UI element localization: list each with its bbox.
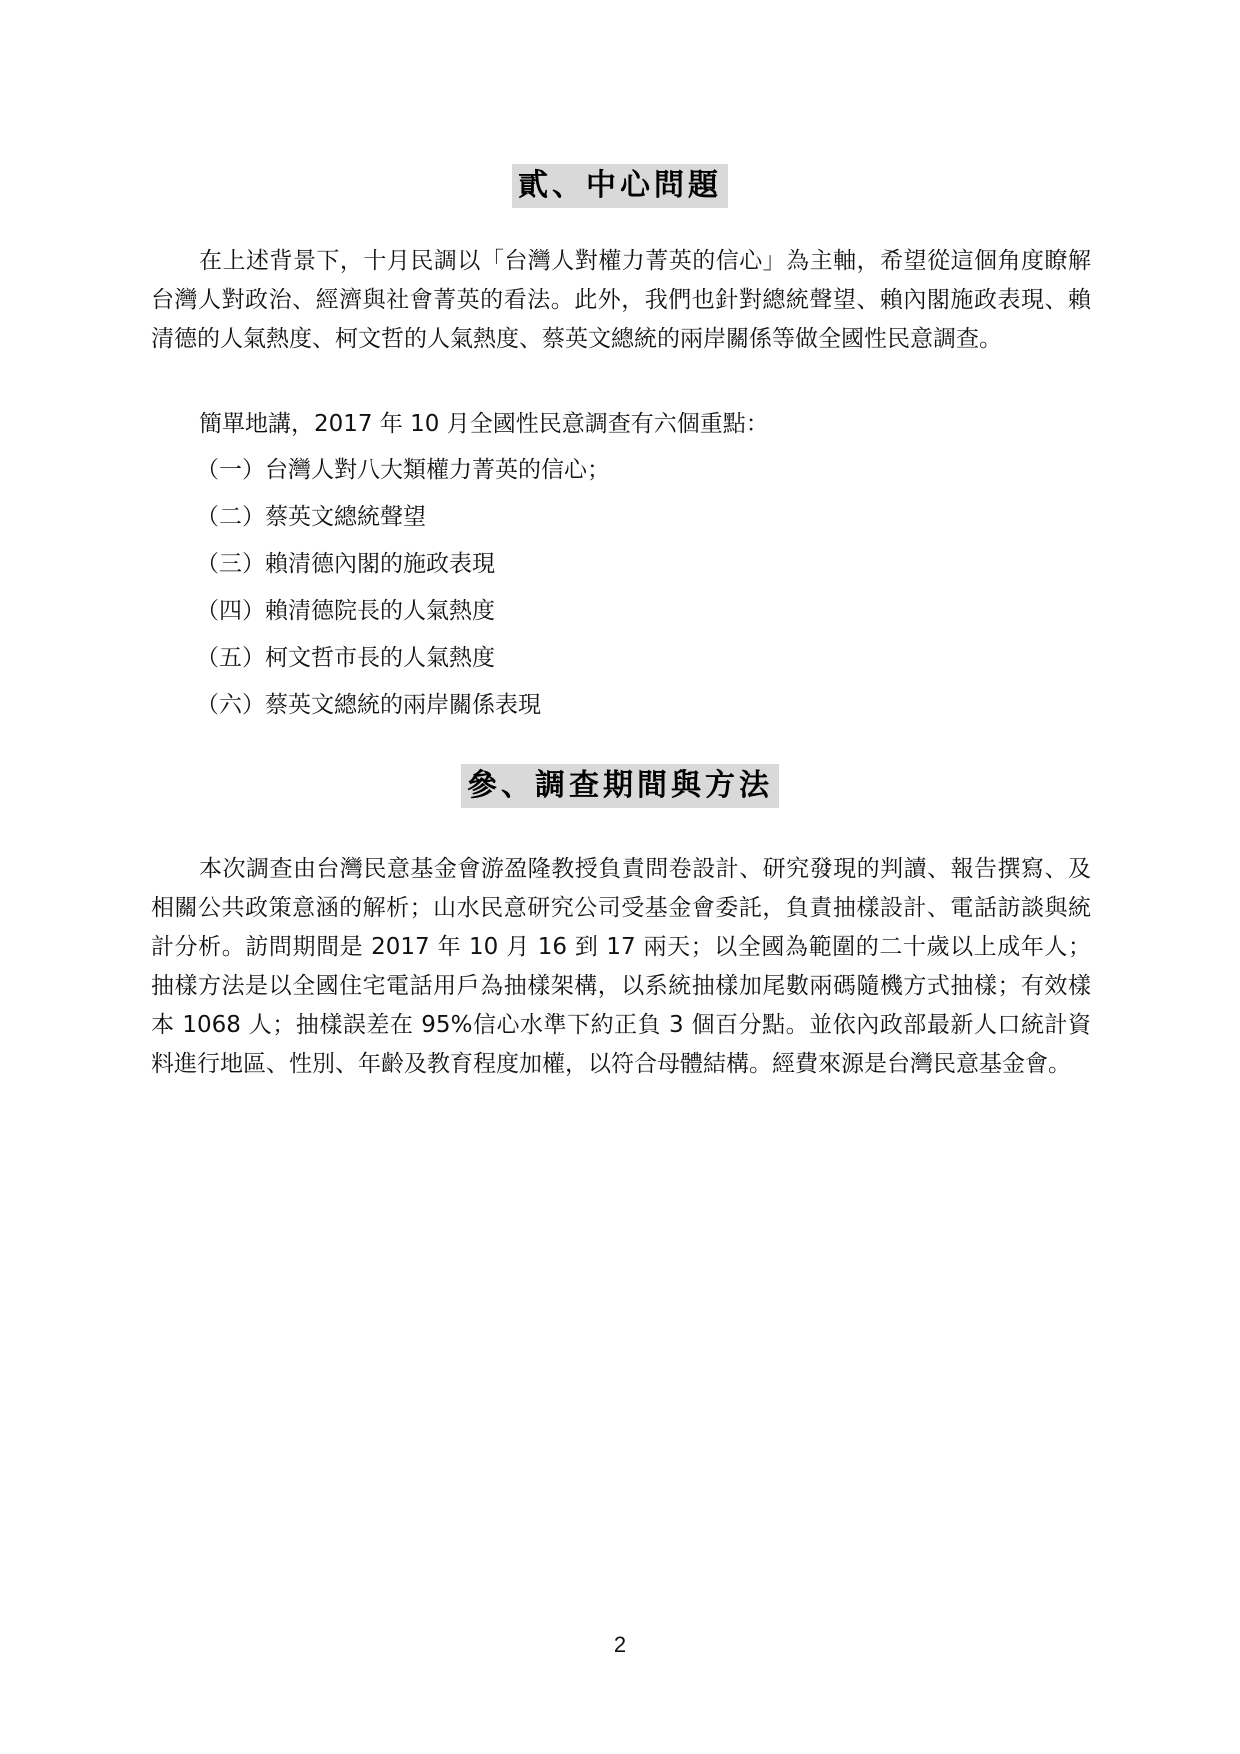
list-item: （三）賴清德內閣的施政表現: [196, 551, 495, 577]
section-2-paragraph-2: 簡單地講，2017 年 10 月全國性民意調查有六個重點：: [199, 411, 769, 437]
list-item: （五）柯文哲市長的人氣熱度: [196, 645, 495, 671]
section-2-paragraph-1: 在上述背景下，十月民調以「台灣人對權力菁英的信心」為主軸，希望從這個角度瞭解台灣人對政治、經濟與社會菁英的看法。此外，我們也針對總統聲望、賴內閣施政表現、賴清德的人氣熱度、柯文哲的人氣熱度、蔡英文總統的兩岸關係等做全國性民意調查。: [151, 248, 1091, 352]
section-2-heading: 貳、中心問題: [512, 164, 728, 208]
section-2-heading-wrap: [0, 164, 1240, 208]
section-3-heading-wrap: [0, 764, 1240, 808]
list-item: （四）賴清德院長的人氣熱度: [196, 598, 495, 624]
page-number: 2: [613, 1632, 627, 1657]
key-points-list: [196, 447, 610, 729]
section-3-paragraph: 本次調查由台灣民意基金會游盈隆教授負責問卷設計、研究發現的判讀、報告撰寫、及相關公共政策意涵的解析；山水民意研究公司受基金會委託，負責抽樣設計、電話訪談與統計分析。訪問期間是 2017 年 10 月 16 到 17 兩天；以全國為範圍的二十歲以上成年人；抽樣方法是以全國住宅電話用戶為抽樣架構，以系統抽樣加尾數兩碼隨機方式抽樣；有效樣本 1068 人；抽樣誤差在 95%信心水準下約正負 3 個百分點。並依內政部最新人口統計資料進行地區、性別、年齡及教育程度加權，以符合母體結構。經費來源是台灣民意基金會。: [151, 856, 1091, 1077]
list-item: （一）台灣人對八大類權力菁英的信心；: [196, 457, 610, 483]
list-item: （六）蔡英文總統的兩岸關係表現: [196, 692, 541, 718]
section-3-heading: 參、調查期間與方法: [461, 764, 779, 808]
list-item: （二）蔡英文總統聲望: [196, 504, 426, 530]
